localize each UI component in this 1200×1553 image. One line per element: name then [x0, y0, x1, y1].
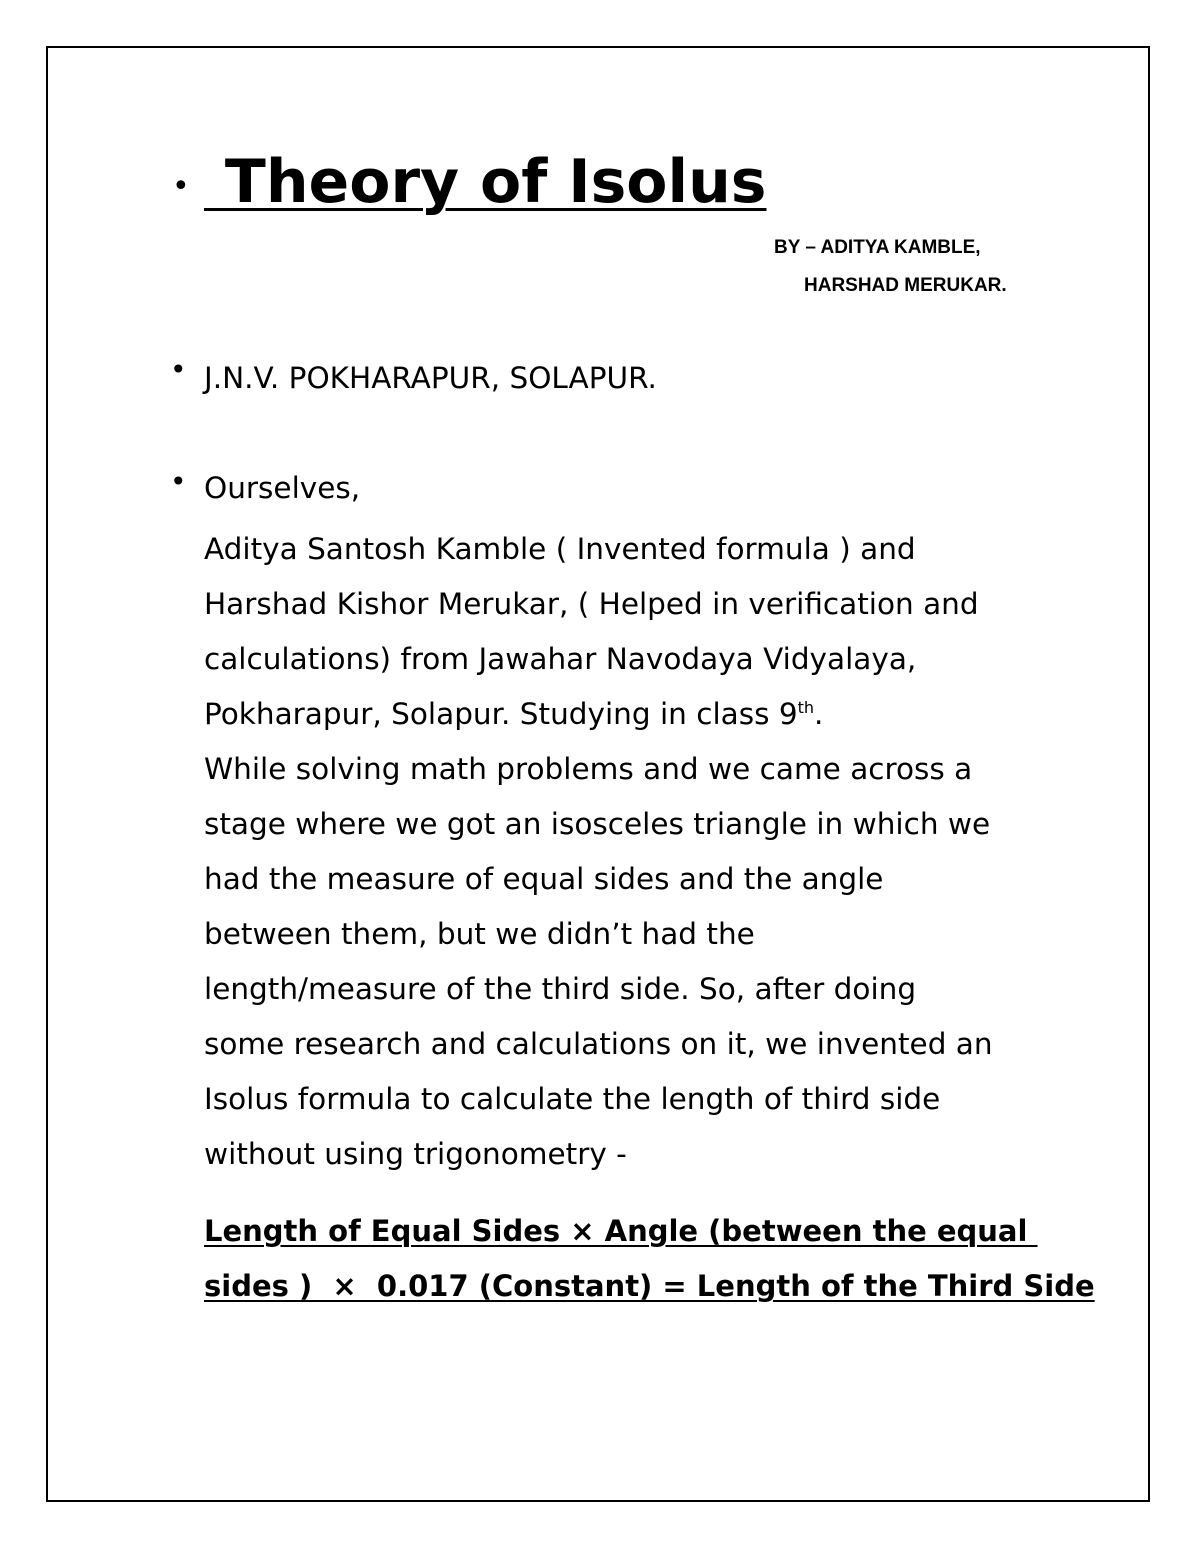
body-line: had the measure of equal sides and the angle [204, 862, 884, 896]
body-line: length/measure of the third side. So, after doing [204, 972, 917, 1006]
sentence-end: . [814, 697, 824, 731]
body-line: without using trigonometry - [204, 1137, 627, 1171]
body-line-class [204, 687, 1084, 742]
intro-bullet: • [170, 465, 187, 498]
intro-text: Ourselves, [204, 471, 361, 505]
body-paragraph [204, 522, 1084, 1182]
isolus-formula [204, 1204, 1104, 1314]
school-name: J.N.V. POKHARAPUR, SOLAPUR. [204, 361, 657, 395]
title-bullet: • [172, 169, 190, 204]
body-line: Isolus formula to calculate the length of third side [204, 1082, 941, 1116]
formula-line-2: sides ) × 0.017 (Constant) = Length of the Third Side [204, 1269, 1095, 1303]
author-line-1: BY – ADITYA KAMBLE, [774, 237, 981, 258]
school-bullet: • [170, 353, 187, 386]
body-line: While solving math problems and we came across a [204, 752, 973, 786]
formula-line-1: Length of Equal Sides × Angle (between the equal [204, 1214, 1038, 1248]
body-line: between them, but we didn’t had the [204, 917, 755, 951]
ordinal-suffix: th [797, 698, 815, 718]
body-line: Aditya Santosh Kamble ( Invented formula ) and [204, 532, 916, 566]
class-text: Pokharapur, Solapur. Studying in class 9 [204, 697, 798, 731]
author-line-2: HARSHAD MERUKAR. [804, 275, 1007, 296]
document-title: Theory of Isolus [204, 147, 767, 217]
body-line: calculations) from Jawahar Navodaya Vidyalaya, [204, 642, 917, 676]
body-line: stage where we got an isosceles triangle in which we [204, 807, 991, 841]
body-line: some research and calculations on it, we invented an [204, 1027, 993, 1061]
body-line: Harshad Kishor Merukar, ( Helped in verification and [204, 587, 979, 621]
